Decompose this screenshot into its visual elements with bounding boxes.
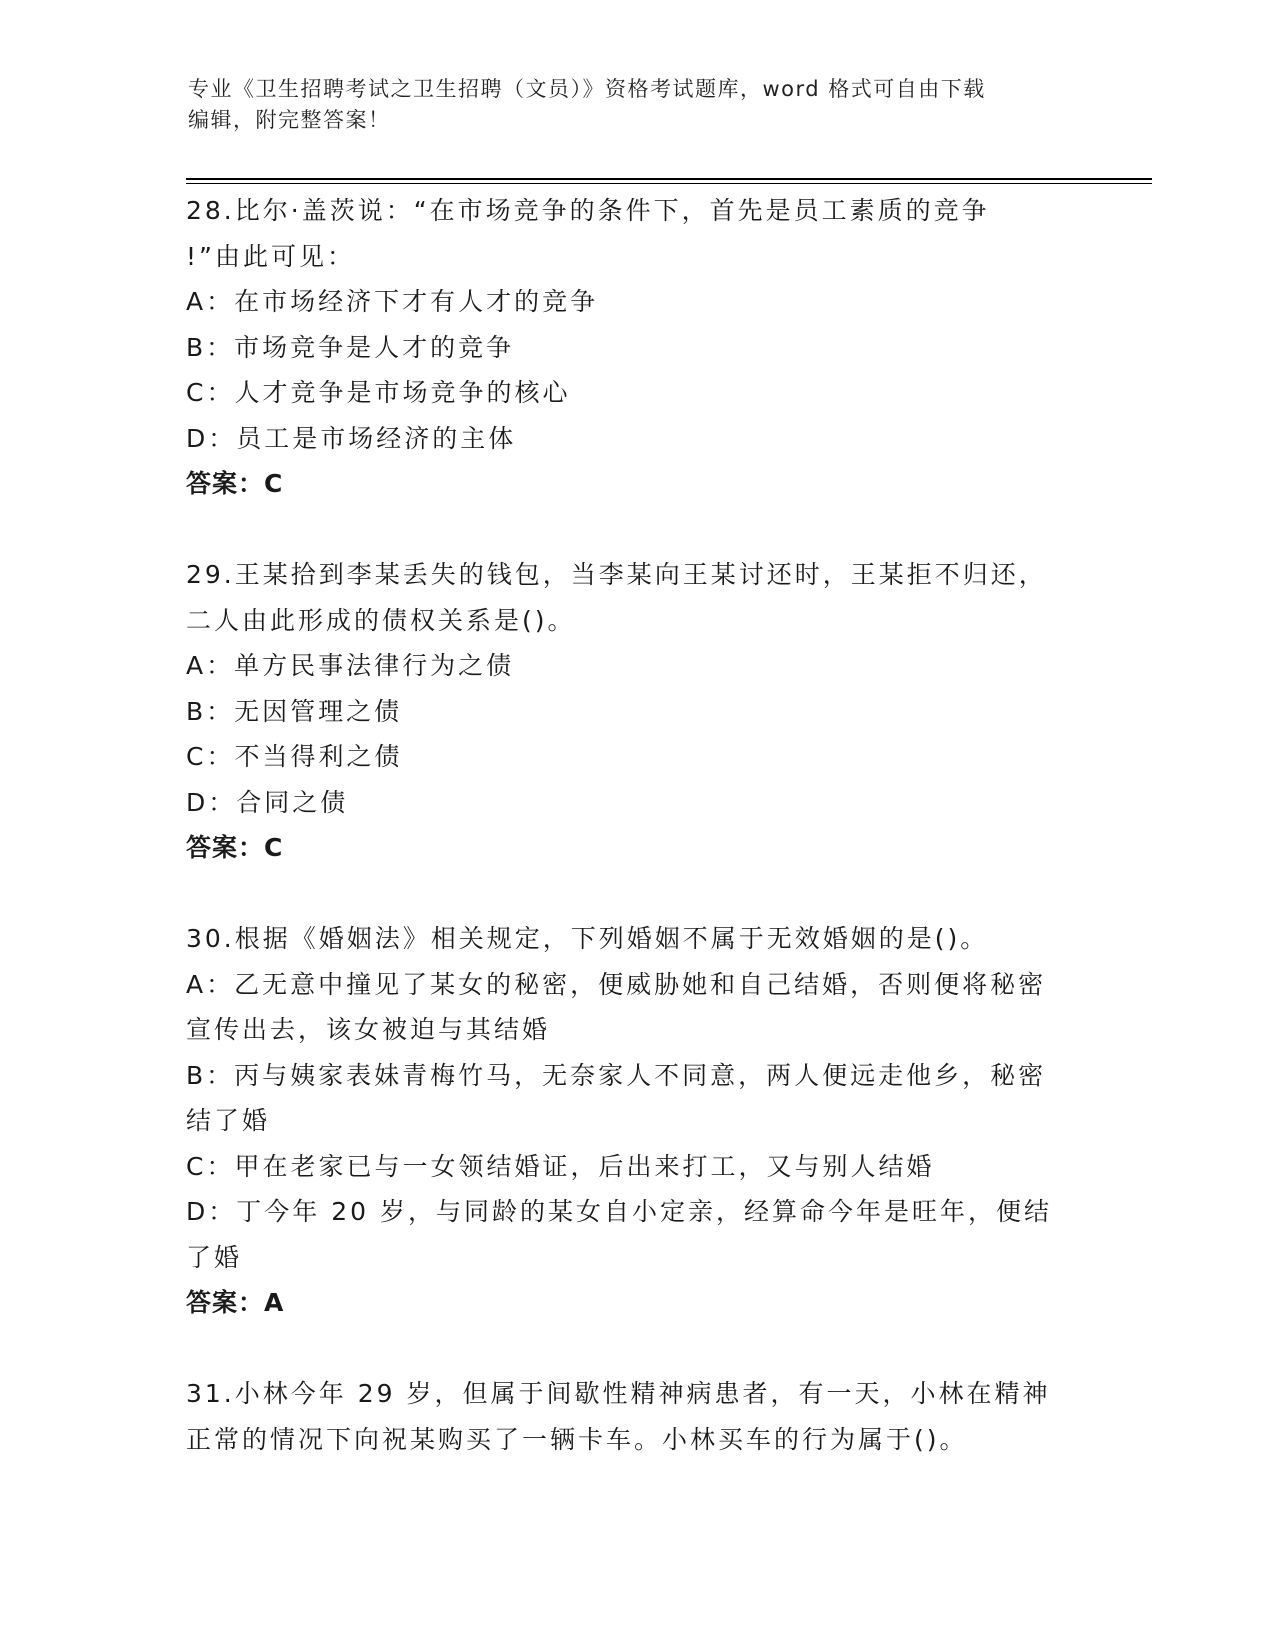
question-text: !”由此可见： (186, 241, 355, 271)
option-d-continued: 了婚 (186, 1242, 243, 1272)
option-a-continued: 宣传出去，该女被迫与其结婚 (186, 1015, 551, 1044)
answer: 答案：C (186, 469, 284, 498)
spacer (186, 871, 1086, 917)
option-b: B：丙与姨家表妹青梅竹马，无奈家人不同意，两人便远走他乡，秘密 (186, 1060, 1047, 1090)
question-28 (186, 188, 1086, 507)
option-c: C：甲在老家已与一女领结婚证，后出来打工，又与别人结婚 (186, 1151, 935, 1181)
option-d: D：员工是市场经济的主体 (186, 423, 517, 453)
question-text: 28.比尔·盖茨说：“在市场竞争的条件下，首先是员工素质的竞争 (186, 196, 990, 225)
spacer (186, 1326, 1086, 1372)
option-d: D：合同之债 (186, 787, 349, 817)
header-line-1: 专业《卫生招聘考试之卫生招聘（文员）》资格考试题库，word 格式可自由下载 (188, 77, 986, 101)
option-c: C：人才竞争是市场竞争的核心 (186, 378, 571, 407)
answer: 答案：C (186, 833, 284, 862)
question-text: 29.王某拾到李某丢失的钱包，当李某向王某讨还时，王某拒不归还， (186, 560, 1047, 589)
option-b: B：市场竞争是人才的竞争 (186, 332, 515, 362)
question-text: 二人由此形成的债权关系是()。 (186, 605, 576, 635)
question-30 (186, 916, 1086, 1326)
question-text: 正常的情况下向祝某购买了一辆卡车。小林买车的行为属于()。 (186, 1424, 968, 1454)
answer: 答案：A (186, 1288, 285, 1317)
question-text: 31.小林今年 29 岁，但属于间歇性精神病患者，有一天，小林在精神 (186, 1379, 1051, 1408)
question-list (186, 188, 1086, 1462)
option-b-continued: 结了婚 (186, 1106, 271, 1135)
header-divider-thin (186, 183, 1152, 184)
option-a: A：在市场经济下才有人才的竞争 (186, 287, 599, 316)
question-31 (186, 1371, 1086, 1462)
question-29 (186, 552, 1086, 871)
header-divider-thick (186, 178, 1152, 180)
option-a: A：乙无意中撞见了某女的秘密，便威胁她和自己结婚，否则便将秘密 (186, 969, 1047, 999)
spacer (186, 507, 1086, 553)
document-header (188, 74, 1068, 136)
option-c: C：不当得利之债 (186, 742, 403, 771)
option-a: A：单方民事法律行为之债 (186, 651, 515, 680)
option-b: B：无因管理之债 (186, 696, 403, 726)
question-text: 30.根据《婚姻法》相关规定，下列婚姻不属于无效婚姻的是()。 (186, 924, 989, 953)
option-d: D：丁今年 20 岁，与同龄的某女自小定亲，经算命今年是旺年，便结 (186, 1197, 1052, 1226)
header-line-2: 编辑，附完整答案！ (188, 108, 391, 132)
